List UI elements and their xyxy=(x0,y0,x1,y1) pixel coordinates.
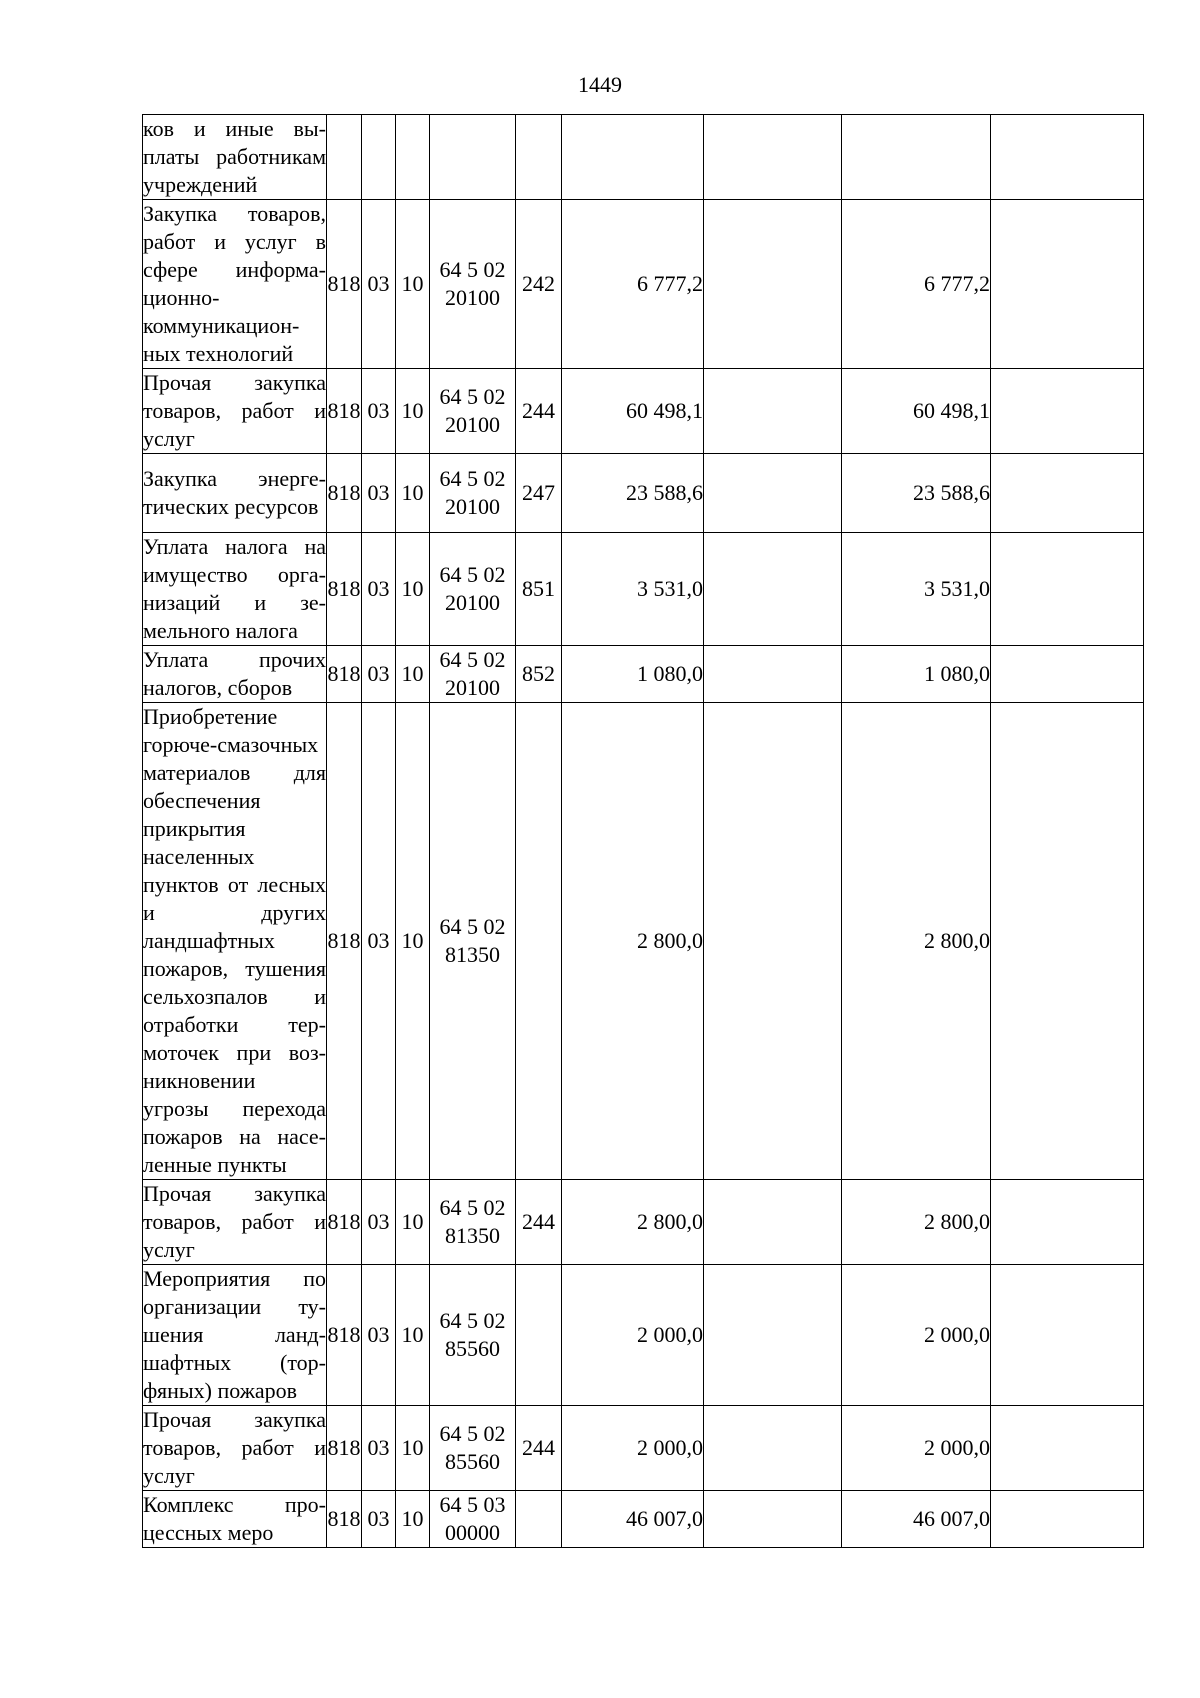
target-article-cell xyxy=(430,115,516,200)
expense-name: ков и иные выплаты работникам учреждений xyxy=(143,116,326,197)
subsection-code-cell xyxy=(396,200,430,369)
section-code: 03 xyxy=(367,928,390,953)
amount-2-cell xyxy=(842,703,991,1180)
subsection-code: 10 xyxy=(401,661,424,686)
target-article: 64 5 02 81350 xyxy=(439,1195,506,1248)
expense-name-cell xyxy=(143,200,327,369)
expense-name: Прочая закупка товаров, работ и услуг xyxy=(143,1181,326,1262)
table-row xyxy=(143,533,1144,646)
expense-name-cell xyxy=(143,1491,327,1548)
expense-name: Приобретение горюче-смазочных материалов для обеспечения прикрытия населенных пунктов от лесных и других ландшафтных пожаров, тушения сельхозпалов и отработки термоточек при возникновении угрозы перехода пожаров на населенные пункты xyxy=(143,704,326,1177)
target-article: 64 5 02 20100 xyxy=(439,384,506,437)
ministry-code: 818 xyxy=(327,576,361,601)
ministry-code-cell xyxy=(327,369,362,454)
section-code-cell xyxy=(362,1265,396,1406)
amount-2-cell xyxy=(842,533,991,646)
expense-name-cell xyxy=(143,646,327,703)
expense-type-cell xyxy=(516,369,562,454)
column-9-cell xyxy=(991,1491,1144,1548)
expense-name-cell xyxy=(143,1265,327,1406)
section-code-cell xyxy=(362,454,396,533)
table-row xyxy=(143,1265,1144,1406)
target-article: 64 5 02 85560 xyxy=(439,1421,506,1474)
target-article-cell xyxy=(430,1265,516,1406)
amount: 3 531,0 xyxy=(637,576,703,601)
subsection-code-cell xyxy=(396,369,430,454)
expense-type-cell xyxy=(516,1491,562,1548)
target-article-cell xyxy=(430,1406,516,1491)
section-code: 03 xyxy=(367,1435,390,1460)
subsection-code: 10 xyxy=(401,480,424,505)
expense-type: 851 xyxy=(522,576,555,601)
column-7-cell xyxy=(704,115,842,200)
expense-type: 244 xyxy=(522,1435,555,1460)
amount-cell xyxy=(562,646,704,703)
amount-2: 46 007,0 xyxy=(913,1506,990,1531)
amount-2: 2 800,0 xyxy=(924,928,990,953)
expense-type-cell xyxy=(516,454,562,533)
ministry-code: 818 xyxy=(327,1322,361,1347)
amount-2: 3 531,0 xyxy=(924,576,990,601)
table-row xyxy=(143,1180,1144,1265)
ministry-code: 818 xyxy=(327,928,361,953)
amount-2-cell xyxy=(842,369,991,454)
subsection-code: 10 xyxy=(401,1322,424,1347)
expense-name: Закупка энергетических ресурсов xyxy=(143,466,326,519)
subsection-code: 10 xyxy=(401,1209,424,1234)
expense-type-cell xyxy=(516,1180,562,1265)
expense-name-cell xyxy=(143,703,327,1180)
expense-name: Закупка товаров, работ и услуг в сфере информационно-коммуникационных технологий xyxy=(143,201,326,366)
ministry-code: 818 xyxy=(327,661,361,686)
section-code: 03 xyxy=(367,271,390,296)
expense-type-cell xyxy=(516,115,562,200)
table-row xyxy=(143,200,1144,369)
subsection-code: 10 xyxy=(401,928,424,953)
target-article-cell xyxy=(430,1491,516,1548)
amount-cell xyxy=(562,454,704,533)
ministry-code: 818 xyxy=(327,398,361,423)
expense-name: Прочая закупка товаров, работ и услуг xyxy=(143,1407,326,1488)
amount-2-cell xyxy=(842,1180,991,1265)
target-article-cell xyxy=(430,703,516,1180)
ministry-code-cell xyxy=(327,115,362,200)
ministry-code-cell xyxy=(327,200,362,369)
subsection-code-cell xyxy=(396,1180,430,1265)
amount-2: 2 000,0 xyxy=(924,1322,990,1347)
expense-type-cell xyxy=(516,200,562,369)
target-article-cell xyxy=(430,646,516,703)
table-row xyxy=(143,646,1144,703)
amount: 2 800,0 xyxy=(637,1209,703,1234)
table-row xyxy=(143,1491,1144,1548)
expense-type-cell xyxy=(516,1265,562,1406)
column-7-cell xyxy=(704,200,842,369)
ministry-code: 818 xyxy=(327,1506,361,1531)
table-row xyxy=(143,369,1144,454)
column-7-cell xyxy=(704,369,842,454)
amount: 60 498,1 xyxy=(626,398,703,423)
column-9-cell xyxy=(991,1406,1144,1491)
expense-type-cell xyxy=(516,646,562,703)
amount-2-cell xyxy=(842,1491,991,1548)
expense-name: Уплата прочих налогов, сборов xyxy=(143,647,326,700)
target-article-cell xyxy=(430,533,516,646)
ministry-code-cell xyxy=(327,1265,362,1406)
amount-cell xyxy=(562,1180,704,1265)
ministry-code-cell xyxy=(327,1491,362,1548)
expense-type: 244 xyxy=(522,398,555,423)
column-7-cell xyxy=(704,1406,842,1491)
column-9-cell xyxy=(991,1265,1144,1406)
amount-2: 23 588,6 xyxy=(913,480,990,505)
ministry-code-cell xyxy=(327,703,362,1180)
column-9-cell xyxy=(991,454,1144,533)
table-row xyxy=(143,1406,1144,1491)
section-code: 03 xyxy=(367,1209,390,1234)
expense-type: 247 xyxy=(522,480,555,505)
expense-name-cell xyxy=(143,1180,327,1265)
amount-2-cell xyxy=(842,454,991,533)
subsection-code-cell xyxy=(396,1265,430,1406)
section-code-cell xyxy=(362,369,396,454)
table-row xyxy=(143,115,1144,200)
section-code: 03 xyxy=(367,576,390,601)
section-code-cell xyxy=(362,1180,396,1265)
expense-type-cell xyxy=(516,1406,562,1491)
subsection-code: 10 xyxy=(401,1435,424,1460)
ministry-code-cell xyxy=(327,1406,362,1491)
column-9-cell xyxy=(991,646,1144,703)
target-article-cell xyxy=(430,369,516,454)
column-9-cell xyxy=(991,1180,1144,1265)
expense-type-cell xyxy=(516,533,562,646)
amount-2-cell xyxy=(842,646,991,703)
column-7-cell xyxy=(704,454,842,533)
expense-type-cell xyxy=(516,703,562,1180)
amount: 2 000,0 xyxy=(637,1322,703,1347)
amount-cell xyxy=(562,533,704,646)
expense-name: Комплекс процессных меро xyxy=(143,1492,326,1545)
expense-name: Прочая закупка товаров, работ и услуг xyxy=(143,370,326,451)
ministry-code-cell xyxy=(327,646,362,703)
ministry-code-cell xyxy=(327,533,362,646)
subsection-code-cell xyxy=(396,115,430,200)
expense-name-cell xyxy=(143,533,327,646)
target-article-cell xyxy=(430,454,516,533)
table-row xyxy=(143,454,1144,533)
expense-name: Мероприятия по организации тушения ландшафтных (торфяных) пожаров xyxy=(143,1266,326,1403)
budget-table xyxy=(142,114,1144,1548)
section-code-cell xyxy=(362,1406,396,1491)
amount: 23 588,6 xyxy=(626,480,703,505)
section-code-cell xyxy=(362,533,396,646)
subsection-code-cell xyxy=(396,646,430,703)
amount-2: 2 000,0 xyxy=(924,1435,990,1460)
amount-cell xyxy=(562,200,704,369)
column-7-cell xyxy=(704,703,842,1180)
section-code: 03 xyxy=(367,1506,390,1531)
target-article: 64 5 03 00000 xyxy=(439,1492,506,1545)
target-article-cell xyxy=(430,200,516,369)
section-code-cell xyxy=(362,115,396,200)
expense-type: 244 xyxy=(522,1209,555,1234)
subsection-code: 10 xyxy=(401,1506,424,1531)
subsection-code-cell xyxy=(396,1406,430,1491)
amount: 1 080,0 xyxy=(637,661,703,686)
amount: 2 000,0 xyxy=(637,1435,703,1460)
subsection-code: 10 xyxy=(401,576,424,601)
ministry-code: 818 xyxy=(327,271,361,296)
page-number: 1449 xyxy=(578,72,622,97)
target-article: 64 5 02 20100 xyxy=(439,257,506,310)
expense-name-cell xyxy=(143,115,327,200)
amount-2-cell xyxy=(842,1265,991,1406)
amount-cell xyxy=(562,1406,704,1491)
section-code: 03 xyxy=(367,1322,390,1347)
amount: 6 777,2 xyxy=(637,271,703,296)
section-code-cell xyxy=(362,1491,396,1548)
amount-2-cell xyxy=(842,200,991,369)
column-9-cell xyxy=(991,200,1144,369)
ministry-code-cell xyxy=(327,1180,362,1265)
amount-2: 6 777,2 xyxy=(924,271,990,296)
amount-cell xyxy=(562,1491,704,1548)
amount-2: 2 800,0 xyxy=(924,1209,990,1234)
subsection-code-cell xyxy=(396,1491,430,1548)
expense-name-cell xyxy=(143,369,327,454)
expense-type: 242 xyxy=(522,271,555,296)
expense-name-cell xyxy=(143,1406,327,1491)
column-9-cell xyxy=(991,369,1144,454)
subsection-code-cell xyxy=(396,703,430,1180)
section-code: 03 xyxy=(367,398,390,423)
amount: 2 800,0 xyxy=(637,928,703,953)
amount-2-cell xyxy=(842,115,991,200)
subsection-code: 10 xyxy=(401,271,424,296)
column-9-cell xyxy=(991,115,1144,200)
table-row xyxy=(143,703,1144,1180)
column-7-cell xyxy=(704,1491,842,1548)
column-9-cell xyxy=(991,703,1144,1180)
amount-cell xyxy=(562,369,704,454)
ministry-code: 818 xyxy=(327,1435,361,1460)
expense-type: 852 xyxy=(522,661,555,686)
section-code-cell xyxy=(362,703,396,1180)
subsection-code-cell xyxy=(396,454,430,533)
column-7-cell xyxy=(704,646,842,703)
column-7-cell xyxy=(704,1265,842,1406)
target-article: 64 5 02 20100 xyxy=(439,466,506,519)
target-article: 64 5 02 85560 xyxy=(439,1308,506,1361)
target-article-cell xyxy=(430,1180,516,1265)
target-article: 64 5 02 20100 xyxy=(439,562,506,615)
amount-2-cell xyxy=(842,1406,991,1491)
expense-name-cell xyxy=(143,454,327,533)
subsection-code: 10 xyxy=(401,398,424,423)
ministry-code: 818 xyxy=(327,1209,361,1234)
target-article: 64 5 02 20100 xyxy=(439,647,506,700)
amount-cell xyxy=(562,703,704,1180)
amount-2: 60 498,1 xyxy=(913,398,990,423)
amount-cell xyxy=(562,1265,704,1406)
amount-2: 1 080,0 xyxy=(924,661,990,686)
column-7-cell xyxy=(704,1180,842,1265)
section-code-cell xyxy=(362,200,396,369)
subsection-code-cell xyxy=(396,533,430,646)
expense-name: Уплата налога на имущество организаций и земельного налога xyxy=(143,534,326,643)
ministry-code-cell xyxy=(327,454,362,533)
column-9-cell xyxy=(991,533,1144,646)
column-7-cell xyxy=(704,533,842,646)
amount: 46 007,0 xyxy=(626,1506,703,1531)
amount-cell xyxy=(562,115,704,200)
section-code-cell xyxy=(362,646,396,703)
section-code: 03 xyxy=(367,480,390,505)
target-article: 64 5 02 81350 xyxy=(439,914,506,967)
ministry-code: 818 xyxy=(327,480,361,505)
section-code: 03 xyxy=(367,661,390,686)
